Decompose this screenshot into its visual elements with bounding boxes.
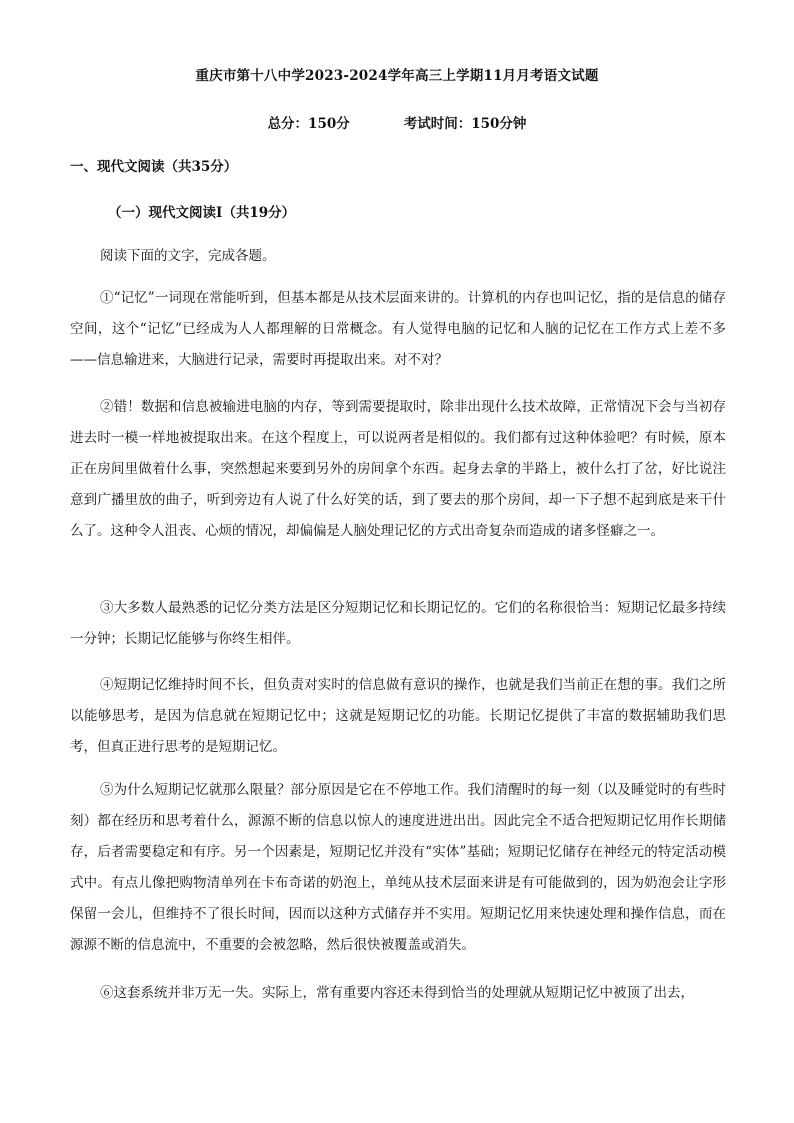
paragraph-1: ①“记忆”一词现在常能听到，但基本都是从技术层面来讲的。计算机的内存也叫记忆，指的是信息的储存空间，这个“记忆”已经成为人人都理解的日常概念。有人觉得电脑的记忆和人脑的记忆在工作方式上差不多——信息输进来，大脑进行记录，需要时再提取出来。对不对？ xyxy=(70,290,726,368)
total-score: 总分：150分 xyxy=(267,116,350,132)
exam-time: 考试时间：150分钟 xyxy=(403,116,527,132)
section-heading: 一、现代文阅读（共35分） xyxy=(70,159,238,175)
subsection-heading: （一）现代文阅读Ⅰ（共19分） xyxy=(108,205,296,221)
paragraph-4: ④短期记忆维持时间不长，但负责对实时的信息做有意识的操作，也就是我们当前正在想的事。我们之所以能够思考，是因为信息就在短期记忆中；这就是短期记忆的功能。长期记忆提供了丰富的数据辅助我们思考，但真正进行思考的是短期记忆。 xyxy=(70,677,726,755)
paragraph-6: ⑥这套系统并非万无一失。实际上，常有重要内容还未得到恰当的处理就从短期记忆中被顶了出去， xyxy=(100,985,694,1001)
reading-instruction: 阅读下面的文字，完成各题。 xyxy=(100,248,276,264)
paragraph-3: ③大多数人最熟悉的记忆分类方法是区分短期记忆和长期记忆的。它们的名称很恰当：短期记忆最多持续一分钟；长期记忆能够与你终生相伴。 xyxy=(70,600,726,647)
paragraph-5: ⑤为什么短期记忆就那么限量？部分原因是它在不停地工作。我们清醒时的每一刻（以及睡觉时的有些时刻）都在经历和思考着什么，源源不断的信息以惊人的速度进进出出。因此完全不适合把短期记忆用作长期储存，后者需要稳定和有序。另一个因素是，短期记忆并没有“实体”基础；短期记忆储存在神经元的特定活动模式中。有点儿像把购物清单列在卡布奇诺的奶泡上，单纯从技术层面来讲是有可能做到的，因为奶泡会让字形保留一会儿，但维持不了很长时间，因而以这种方式储存并不实用。短期记忆用来快速处理和操作信息，而在源源不断的信息流中，不重要的会被忽略，然后很快被覆盖或消失。 xyxy=(70,782,726,953)
exam-title: 重庆市第十八中学2023-2024学年高三上学期11月月考语文试题 xyxy=(195,68,599,84)
exam-meta xyxy=(0,112,794,132)
paragraph-2: ②错！数据和信息被输进电脑的内存，等到需要提取时，除非出现什么技术故障，正常情况下会与当初存进去时一模一样地被提取出来。在这个程度上，可以说两者是相似的。我们都有过这种体验吧？有时候，原本正在房间里做着什么事，突然想起来要到另外的房间拿个东西。起身去拿的半路上，被什么打了岔，好比说注意到广播里放的曲子，听到旁边有人说了什么好笑的话，到了要去的那个房间，却一下子想不起到底是来干什么了。这种令人沮丧、心烦的情况，却偏偏是人脑处理记忆的方式出奇复杂而造成的诸多怪癖之一。 xyxy=(70,399,726,539)
